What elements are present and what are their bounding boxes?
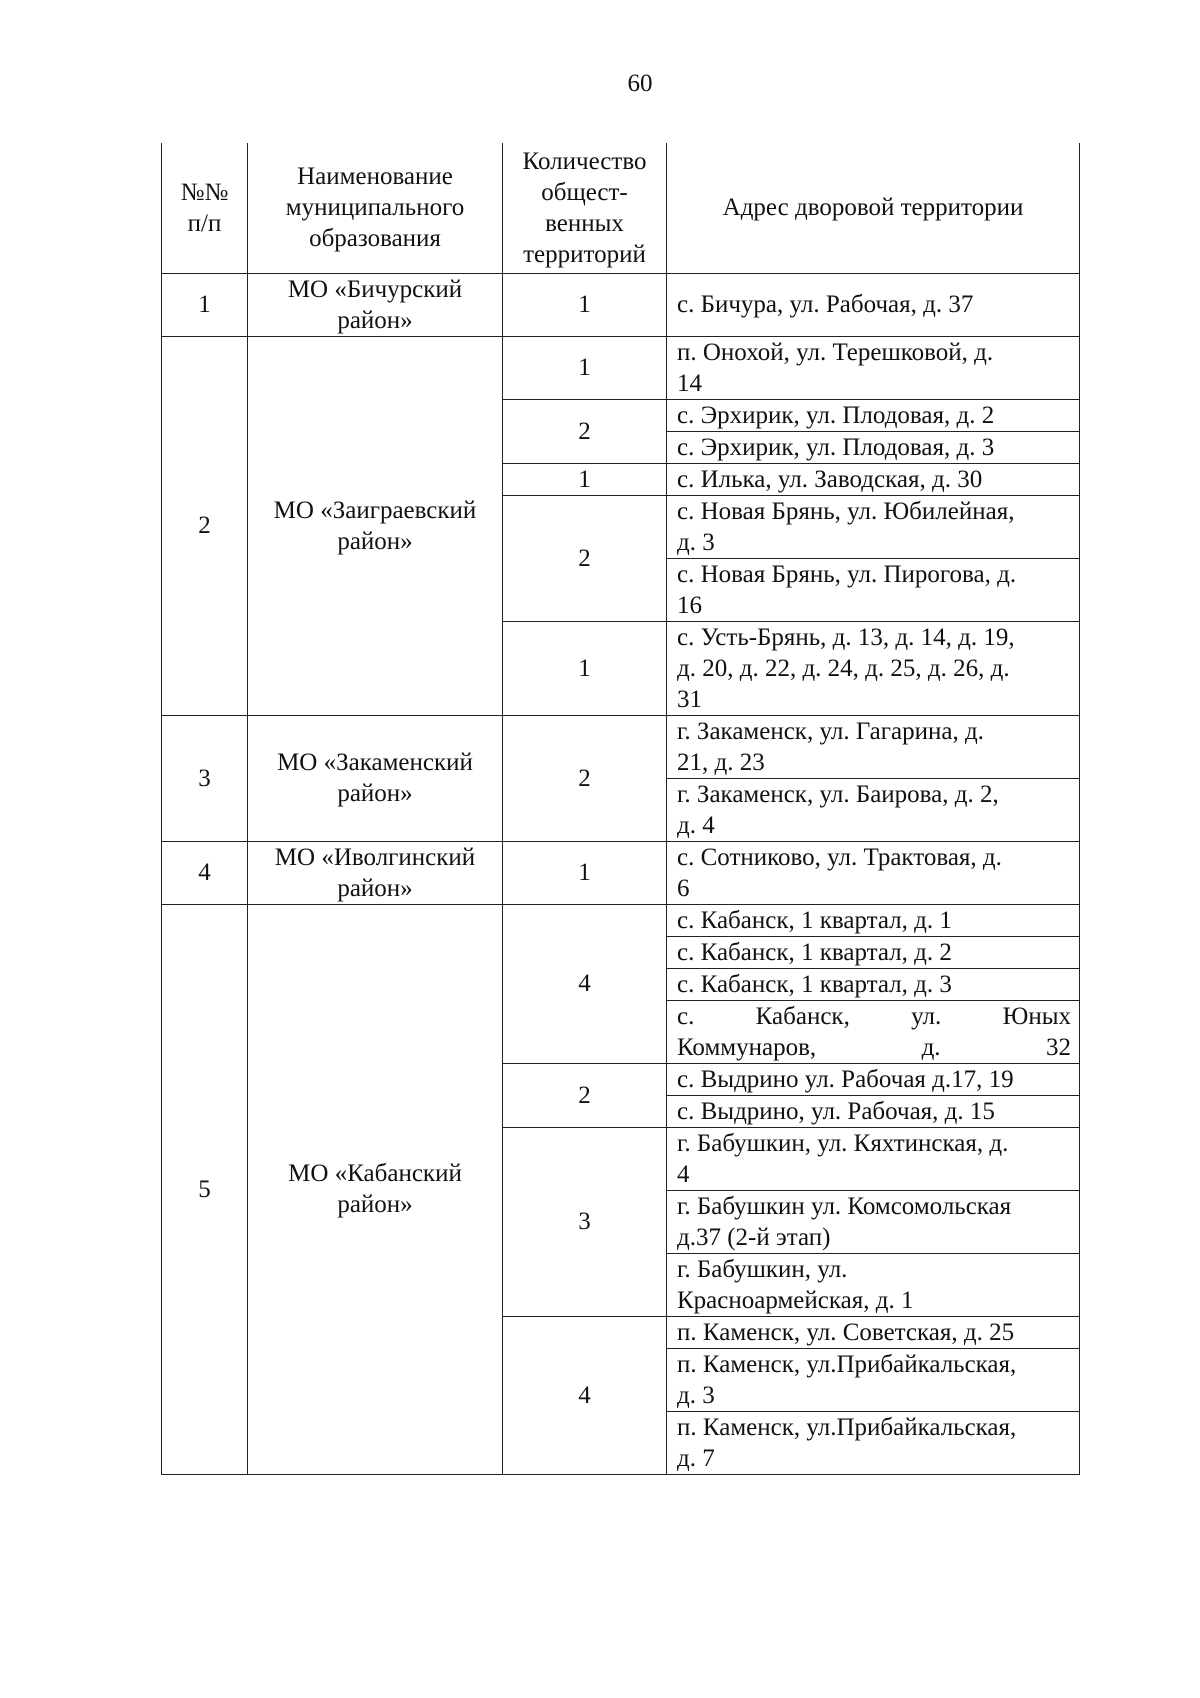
text-line: Коммунаров, д. 32 <box>677 1033 1071 1061</box>
text-line: образования <box>309 225 441 253</box>
text-line: п/п <box>187 209 222 237</box>
municipality-cell <box>248 904 503 1474</box>
address-cell <box>667 495 1080 558</box>
text-line: с. Эрхирик, ул. Плодовая, д. 3 <box>677 433 995 461</box>
address-cell <box>667 1348 1080 1411</box>
page-number: 60 <box>627 70 653 97</box>
text-line: п. Каменск, ул. Советская, д. 25 <box>677 1318 1015 1346</box>
text-line: территорий <box>523 240 646 268</box>
address-cell <box>667 1190 1080 1253</box>
text-line: венных <box>545 209 624 237</box>
text-line: п. Онохой, ул. Терешковой, д. <box>677 338 994 366</box>
text-line: с. Новая Брянь, ул. Пирогова, д. <box>677 560 1017 588</box>
text-line: с. Кабанск, ул. Юных <box>677 1002 1071 1030</box>
text-line: 16 <box>677 591 702 619</box>
text-line: д. 20, д. 22, д. 24, д. 25, д. 26, д. <box>677 654 1010 682</box>
text-line: Наименование <box>297 163 453 191</box>
text-line: муниципального <box>285 194 465 222</box>
text-line: МО «Заиграевский <box>273 496 477 524</box>
address-cell <box>667 463 1080 495</box>
address-cell <box>667 273 1080 336</box>
text-line: с. Кабанск, 1 квартал, д. 1 <box>677 906 952 934</box>
address-cell <box>667 621 1080 715</box>
text-line: с. Эрхирик, ул. Плодовая, д. 2 <box>677 401 995 429</box>
municipality-cell <box>248 841 503 904</box>
address-cell <box>667 399 1080 431</box>
text-line: г. Закаменск, ул. Гагарина, д. <box>677 717 984 745</box>
text-line: с. Сотниково, ул. Трактовая, д. <box>677 843 1002 871</box>
text-line: с. Усть-Брянь, д. 13, д. 14, д. 19, <box>677 623 1015 651</box>
table-row <box>162 841 1080 904</box>
text-line: 21, д. 23 <box>677 748 765 776</box>
text-line: 4 <box>677 1160 690 1188</box>
header-municipality <box>248 143 503 273</box>
text-line: п. Каменск, ул.Прибайкальская, <box>677 1350 1017 1378</box>
territory-count-cell: 4 <box>503 1316 667 1474</box>
territory-count-cell: 3 <box>503 1127 667 1316</box>
municipality-cell <box>248 715 503 841</box>
address-cell <box>667 968 1080 1000</box>
table-header-row <box>162 143 1080 273</box>
text-line: с. Выдрино ул. Рабочая д.17, 19 <box>677 1065 1014 1093</box>
address-cell <box>667 431 1080 463</box>
table-row <box>162 273 1080 336</box>
address-cell <box>667 841 1080 904</box>
text-line: МО «Кабанский <box>288 1160 462 1187</box>
municipality-cell <box>248 273 503 336</box>
courtyard-territories-table <box>161 143 1080 1475</box>
text-line: №№ <box>180 178 229 206</box>
territory-count-cell: 1 <box>503 621 667 715</box>
text-line: с. Бичура, ул. Рабочая, д. 37 <box>677 291 974 318</box>
address-cell <box>667 1095 1080 1127</box>
address-cell <box>667 778 1080 841</box>
row-number-cell: 3 <box>162 715 248 841</box>
text-line: г. Закаменск, ул. Баирова, д. 2, <box>677 780 999 808</box>
text-line: г. Бабушкин, ул. <box>677 1255 848 1283</box>
address-cell <box>667 558 1080 621</box>
text-line: с. Выдрино, ул. Рабочая, д. 15 <box>677 1097 995 1125</box>
text-line: 31 <box>677 685 702 713</box>
text-line: д. 3 <box>677 1381 715 1409</box>
header-address <box>667 143 1080 273</box>
address-cell <box>667 715 1080 778</box>
table-row <box>162 336 1080 399</box>
text-line: п. Каменск, ул.Прибайкальская, <box>677 1413 1017 1441</box>
text-line: МО «Закаменский <box>277 749 473 776</box>
text-line: г. Бабушкин ул. Комсомольская <box>677 1192 1012 1220</box>
text-line: с. Кабанск, 1 квартал, д. 3 <box>677 970 952 998</box>
territory-count-cell: 2 <box>503 495 667 621</box>
address-cell <box>667 336 1080 399</box>
row-number-cell: 4 <box>162 841 248 904</box>
text-line: с. Илька, ул. Заводская, д. 30 <box>677 465 983 493</box>
text-line: д.37 (2-й этап) <box>677 1223 831 1251</box>
text-line: район» <box>337 780 413 807</box>
header-public-territory-count <box>503 143 667 273</box>
municipality-cell <box>248 336 503 715</box>
text-line: общест- <box>541 178 628 206</box>
territory-count-cell: 4 <box>503 904 667 1063</box>
table-row <box>162 904 1080 936</box>
territory-count-cell: 1 <box>503 336 667 399</box>
text-line: д. 4 <box>677 811 715 839</box>
territory-count-cell: 1 <box>503 841 667 904</box>
territory-count-cell: 2 <box>503 1063 667 1127</box>
text-line: г. Бабушкин, ул. Кяхтинская, д. <box>677 1129 1009 1157</box>
row-number-cell: 1 <box>162 273 248 336</box>
text-line: район» <box>337 527 413 555</box>
row-number-cell: 2 <box>162 336 248 715</box>
text-line: МО «Бичурский <box>287 275 463 303</box>
text-line: МО «Иволгинский <box>274 843 476 871</box>
address-cell <box>667 1253 1080 1316</box>
row-number-cell: 5 <box>162 904 248 1474</box>
address-cell <box>667 1063 1080 1095</box>
text-line: с. Кабанск, 1 квартал, д. 2 <box>677 938 952 966</box>
territory-count-cell: 1 <box>503 463 667 495</box>
text-line: 14 <box>677 369 702 397</box>
text-line: район» <box>337 306 413 334</box>
text-line: Количество <box>522 147 647 175</box>
text-line: район» <box>337 1191 413 1218</box>
address-cell <box>667 1000 1080 1063</box>
address-cell <box>667 936 1080 968</box>
text-line: д. 3 <box>677 528 715 556</box>
text-line: Адрес дворовой территории <box>722 194 1024 222</box>
address-cell <box>667 1411 1080 1474</box>
address-cell <box>667 1316 1080 1348</box>
text-line: д. 7 <box>677 1444 715 1472</box>
header-number <box>162 143 248 273</box>
address-cell <box>667 904 1080 936</box>
text-line: с. Новая Брянь, ул. Юбилейная, <box>677 497 1015 525</box>
territory-count-cell: 2 <box>503 715 667 841</box>
territory-count-cell: 1 <box>503 273 667 336</box>
text-line: район» <box>337 874 413 902</box>
text-line: 6 <box>677 874 690 902</box>
table-row <box>162 715 1080 778</box>
text-line: Красноармейская, д. 1 <box>677 1286 914 1314</box>
territory-count-cell: 2 <box>503 399 667 463</box>
address-cell <box>667 1127 1080 1190</box>
